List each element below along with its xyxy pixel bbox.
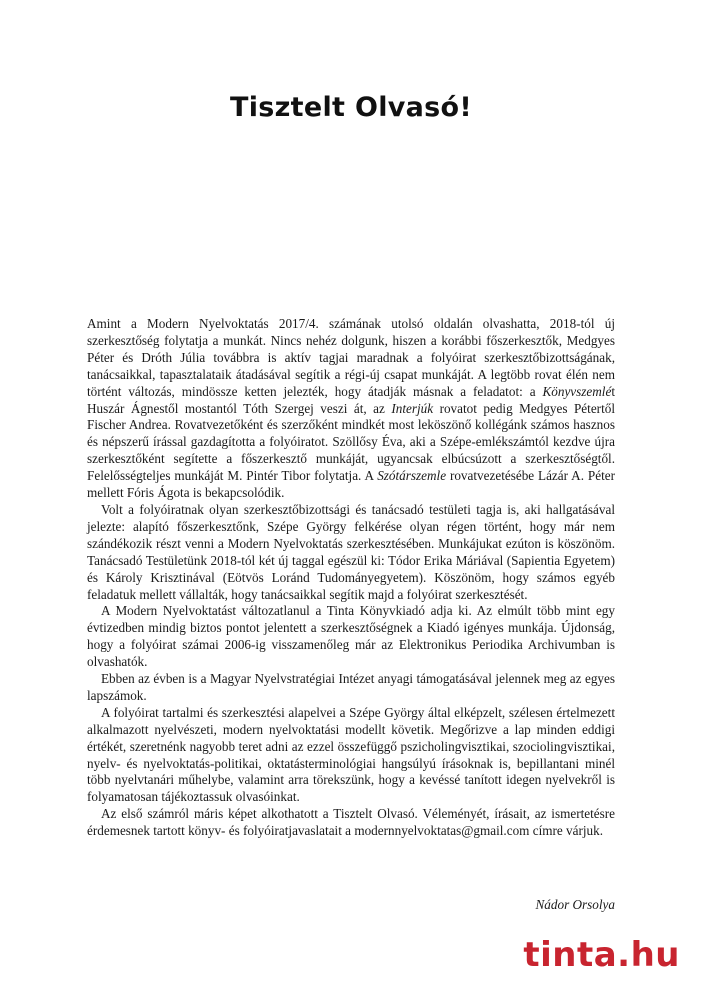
paragraph-1 [87, 316, 615, 502]
p1-text-e: rovatot pedig Medgyes Pétertől Fischer Andrea. Rovatvezetőként és szerzőként mindkét most leköszönő kollégánk számos hasznos és népszerű írással gazdagította a folyóiratot. Szöllősy Éva, aki a Szépe-emlékszámtól kezdve újra szerkesztőként segítette a főszerkesztő munkáját, ugyancsak elbúcsúzott a szerkesztőségtől. Felelősségteljes munkáját M. Pintér Tibor folytatja. A [87, 400, 615, 484]
paragraph-6: Az első számról máris képet alkothatott a Tisztelt Olvasó. Véleményét, írásait, az ismertetésre érdemesnek tartott könyv- és folyóiratjavaslatait a modernnyelvoktatas@gmail.com címre várjuk. [87, 806, 615, 839]
page-title: Tisztelt Olvasó! [230, 92, 472, 123]
paragraph-2: Volt a folyóiratnak olyan szerkesztőbizottsági és tanácsadó testületi tagja is, aki hallgatásával jelezte: alapító főszerkesztőnk, Szépe György felkérése olyan régen történt, hogy már nem szándékozik részt venni a Modern Nyelvoktatás szerkesztésében. Munkájukat ezúton is köszönöm. Tanácsadó Testületünk 2018-tól két új taggal egészül ki: Tódor Erika Máriával (Sapientia Egyetem) és Károly Krisztinával (Eötvös Loránd Tudományegyetem). Köszönöm, hogy számos egyéb feladatuk mellett vállalták, hogy tanácsaikkal segítik majd a folyóirat szerkesztését. [87, 501, 615, 602]
signature: Nádor Orsolya [535, 897, 615, 912]
p1-text-g: rovatvezetésébe Lázár A. Péter mellett Fóris Ágota is bekapcsolódik. [87, 468, 615, 501]
p1-text-a: Amint a Modern Nyelvoktatás 2017/4. számának utolsó oldalán olvashatta, 2018-tól új szerkesztőség folytatja a munkát. Nincs nehéz dolgunk, hiszen a korábbi főszerkesztők, Medgyes Péter és Dróth Júlia továbbra is aktív tagjai maradnak a folyóirat szerkesztőbizottságának, tanácsaikkal, tapasztalataik átadásával segítik a régi-új csapat munkáját. A legtöbb rovat élén nem történt változás, mindössze ketten jelezték, hogy átadják másnak a feladatot: a [87, 316, 615, 399]
paragraph-5: A folyóirat tartalmi és szerkesztési alapelvei a Szépe György által elképzelt, szélesen értelmezett alkalmazott nyelvészeti, modern nyelvoktatási modellt követik. Megőrizve a lap minden eddigi értékét, szeretnénk nagyobb teret adni az ezzel összefüggő pszicholingvisztikai, szociolingvisztikai, nyelv- és nyelvoktatás-politikai, oktatásterminológiai hangsúlyú írásoknak is, bepillantani minél több nyelvtanári műhelybe, valamint arra törekszünk, hogy a kevéssé tanított idegen nyelvekről is folyamatosan tájékoztassuk olvasóinkat. [87, 704, 615, 805]
paragraph-3: A Modern Nyelvoktatást változatlanul a Tinta Könyvkiadó adja ki. Az elmúlt több mint egy évtizedben mindig biztos pontot jelentett a szerkesztőségnek a Kiadó igényes munkája. Újdonság, hogy a folyóirat számai 2006-ig visszamenőleg már az Elektronikus Periodika Archivumban is olvashatók. [87, 603, 615, 670]
paragraph-4: Ebben az évben is a Magyar Nyelvstratégiai Intézet anyagi támogatásával jelennek meg az egyes lapszámok. [87, 671, 615, 703]
watermark-logo: tinta.hu [523, 935, 680, 975]
p1-text-c: t Huszár Ágnestől mostantól Tóth Szergej veszi át, az [87, 383, 615, 416]
p1-italic-interjuk: Interjúk [391, 400, 434, 416]
letter-body [87, 316, 615, 840]
p1-italic-szotarszemle: Szótárszemle [377, 468, 447, 484]
p1-italic-konyvszemle: Könyvszemlé [542, 383, 612, 399]
